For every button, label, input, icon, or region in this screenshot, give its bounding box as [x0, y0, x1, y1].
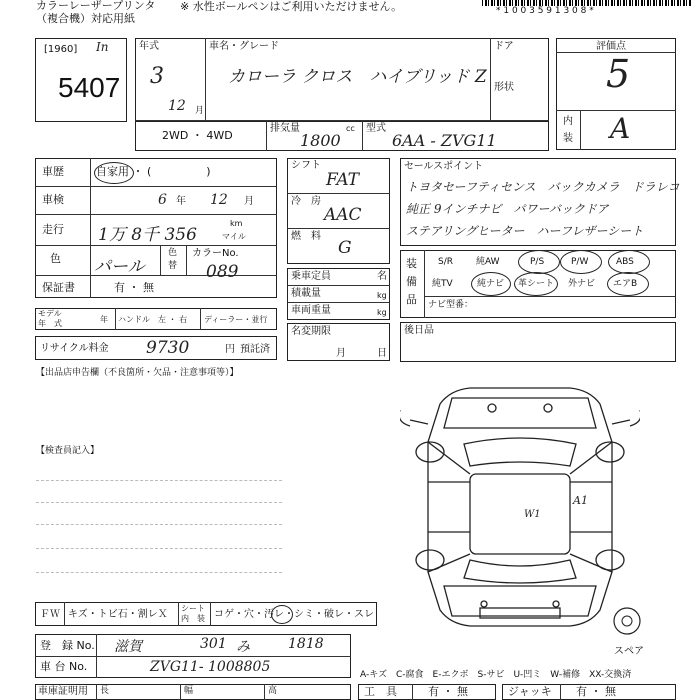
inspector-label: 【検査員記入】: [36, 446, 100, 456]
month-unit: 月: [195, 106, 205, 116]
equip-abs-circle: [608, 250, 650, 274]
color-label: 色: [50, 252, 61, 265]
reg-place: 滋賀: [114, 639, 142, 655]
displacement-unit: cc: [346, 124, 355, 133]
fw-items: キズ・トビ石・割レＸ: [68, 609, 168, 620]
color-no-label: カラーNo.: [192, 248, 239, 259]
inspection-label: 車検: [42, 193, 64, 206]
equip-pw-circle: [560, 250, 602, 274]
reg-number: 1818: [288, 636, 324, 652]
load-unit: kg: [377, 291, 387, 300]
after-label: 後日品: [404, 325, 434, 336]
notice-text: ※ 水性ボールペンはご利用いただけません。: [180, 0, 403, 13]
eval-value: 5: [606, 52, 631, 96]
cert-height: 高: [268, 686, 278, 696]
color-change-label2: 替: [168, 261, 178, 271]
history-value: 自家用 ・ ( ): [96, 165, 211, 178]
inspection-year: 6: [158, 192, 167, 208]
fw-label: ＦＷ: [40, 609, 60, 620]
expiry-label: 名変期限: [291, 326, 331, 337]
legend-text: A-キズ C-腐食 E-エクボ S-サビ U-凹ミ W-補修 XX-交換済: [360, 670, 632, 680]
model-value: 6AA - ZVG11: [392, 131, 497, 150]
interior-label2: 装: [563, 133, 573, 144]
equip-leather: 革シート: [518, 279, 555, 289]
warranty-value: 有 ・ 無: [114, 281, 154, 294]
inspection-month-unit: 月: [244, 196, 254, 207]
tools-label: 工 具: [364, 685, 397, 698]
expiry-month: 月: [336, 348, 346, 359]
spare-label: スペア: [614, 646, 644, 657]
month-value: 12: [168, 98, 186, 114]
cert-width: 幅: [184, 686, 194, 696]
recycle-status: 預託済: [240, 344, 270, 355]
equip-airbag-circle: [607, 272, 649, 296]
shape-label: 形状: [494, 82, 514, 93]
history-label: 車歴: [42, 165, 64, 178]
interior-value: A: [610, 112, 631, 145]
cert-label: 車庫証明用: [38, 686, 88, 697]
recycle-unit: 円: [225, 344, 235, 355]
equip-pw: P/W: [571, 257, 589, 267]
weight-label: 車両重量: [291, 305, 331, 316]
reg-class: 301: [200, 636, 227, 652]
title-line2: （複合機）対応用紙: [36, 12, 135, 25]
lot-number: 5407: [58, 72, 121, 103]
jack-value: 有 ・ 無: [576, 685, 616, 698]
seat-items: コゲ・穴・汚レ・シミ・破レ・スレ: [214, 609, 374, 620]
seat-dirt-circle: [271, 605, 293, 624]
name-label: 車名・グレード: [209, 41, 279, 52]
equipment-label-1: 装: [406, 257, 417, 270]
color-value: パール: [94, 257, 145, 277]
recycle-value: 9730: [146, 338, 190, 358]
chassis-label: 車 台 No.: [40, 660, 88, 673]
sales-line1: トヨタセーフティセンス バックカメラ ドラレコ: [406, 180, 680, 194]
equip-sr: S/R: [438, 257, 453, 267]
equip-alloy-wheel: 純AW: [476, 257, 500, 267]
shift-label: シフト: [291, 160, 321, 171]
seat-label1: シート: [181, 604, 205, 613]
diagram-mark-a1: A1: [573, 494, 588, 507]
title-line1: カラーレーザープリンタ: [36, 0, 156, 12]
shift-value: FAT: [326, 170, 360, 190]
recycle-label: リサイクル料金: [40, 343, 109, 354]
dealer-label: ディーラー・並行: [204, 315, 268, 324]
lot-mark: In: [96, 40, 109, 54]
seat-label2: 内 装: [181, 614, 205, 623]
equip-ps-circle: [518, 250, 560, 274]
equip-navi: 純ナビ: [477, 279, 505, 289]
equip-leather-circle: [514, 272, 558, 296]
sales-line3: ステアリングヒーター ハーフレザーシート: [406, 224, 644, 238]
navi-model-label: ナビ型番：: [428, 300, 474, 310]
displacement-label: 排気量: [270, 123, 300, 134]
equip-navi-circle: [471, 272, 511, 296]
handle-label: ハンドル 左 ・ 右: [118, 315, 188, 324]
color-change-label1: 色: [168, 248, 178, 258]
model-year-label2: 年 式: [38, 319, 62, 328]
drive-label: 2WD ・ 4WD: [162, 129, 233, 142]
chassis-value: ZVG11- 1008805: [150, 659, 271, 675]
capacity-unit: 名: [377, 271, 387, 282]
equip-ps: P/S: [530, 257, 545, 267]
eval-label: 評価点: [596, 41, 626, 52]
warranty-label: 保証書: [42, 281, 75, 294]
year-label: 年式: [139, 41, 159, 52]
inspection-month: 12: [210, 192, 228, 208]
diagram-mark-w1: W1: [524, 509, 541, 520]
model-year-label1: モデル: [38, 309, 62, 318]
equip-ext-navi: 外ナビ: [568, 279, 596, 289]
fuel-value: G: [338, 238, 352, 258]
displacement-value: 1800: [300, 131, 341, 150]
door-label: ドア: [494, 41, 514, 52]
mileage-label: 走行: [42, 223, 64, 236]
interior-label1: 内: [563, 116, 573, 127]
reg-label: 登 録 No.: [40, 639, 95, 652]
ac-value: AAC: [324, 205, 362, 225]
model-label: 型式: [366, 123, 386, 134]
equip-tv: 純TV: [432, 279, 453, 289]
equip-abs: ABS: [616, 257, 634, 267]
weight-unit: kg: [377, 308, 387, 317]
km-unit: km: [230, 219, 243, 228]
dealer-report-label: 【出品店申告欄（不良箇所・欠品・注意事項等）】: [36, 368, 239, 378]
load-label: 積載量: [291, 288, 321, 299]
capacity-label: 乗車定員: [291, 271, 331, 282]
barcode-number: * 1 0 0 3 5 9 1 3 0 8 *: [496, 6, 594, 16]
expiry-day: 日: [377, 348, 387, 359]
equipment-label-2: 備: [406, 275, 417, 288]
sales-label: セールスポイント: [404, 161, 484, 172]
ac-label: 冷 房: [291, 196, 321, 207]
reg-kana: み: [236, 639, 250, 655]
model-year-unit: 年: [100, 315, 108, 324]
equip-airbag: エアB: [613, 279, 638, 289]
history-circle: [94, 162, 134, 184]
color-no-value: 089: [206, 262, 239, 282]
car-body-diagram: [400, 382, 640, 632]
mile-unit: マイル: [222, 232, 246, 241]
spare-tire-icon: [612, 604, 642, 638]
lot-year-label: [1960]: [44, 44, 78, 55]
jack-label: ジャッキ: [508, 685, 552, 698]
cert-length: 長: [100, 686, 110, 696]
inspection-year-unit: 年: [176, 196, 186, 207]
equipment-label-3: 品: [406, 293, 417, 306]
year-value: 3: [150, 64, 164, 89]
mileage-value: 1万 8千 356: [98, 225, 197, 245]
tools-value: 有 ・ 無: [428, 685, 468, 698]
sales-line2: 純正 9インチナビ パワーバックドア: [406, 202, 609, 216]
fuel-label: 燃 料: [291, 231, 321, 242]
name-value: カローラ クロス ハイブリッド Z: [228, 67, 487, 87]
after-box: [400, 322, 676, 362]
